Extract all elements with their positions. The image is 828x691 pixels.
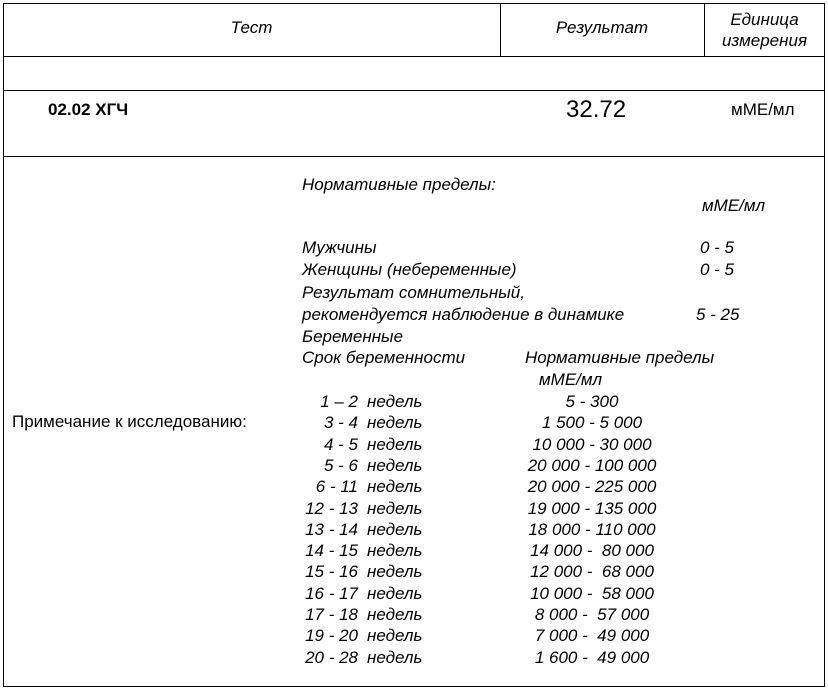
week-term: 12 - 13 [305,498,358,518]
week-value: 5 - 300 [565,392,619,411]
doubtful-value: 5 - 25 [696,305,740,324]
week-word: недель [367,498,423,518]
week-word: недель [367,413,423,433]
week-word: недель [367,605,423,624]
week-term: 3 - 4 [323,413,358,433]
week-term: 5 - 6 [323,455,358,475]
week-term: 15 - 16 [305,562,358,582]
week-value: 1 600 - 49 000 [534,647,650,667]
week-word: недель [367,647,423,667]
week-value: 12 000 - 68 000 [530,562,654,582]
week-word: недель [367,455,423,475]
test-result: 32.72 [566,96,627,123]
week-term: 19 - 20 [305,626,358,646]
col-units-header: мМЕ/мл [539,370,603,389]
week-word: недель [367,541,423,561]
week-value: 19 000 - 135 000 [527,498,657,518]
week-word: недель [367,477,423,497]
week-value: 10 000 - 58 000 [530,583,654,603]
note-units: мМЕ/мл [702,196,766,215]
row-bottom-line [3,156,825,157]
week-word: недель [367,519,423,539]
header-test: Тест [230,18,273,37]
week-value: 18 000 - 110 000 [528,519,656,539]
week-value: 7 000 - 49 000 [534,626,650,646]
male-label: Мужчины [302,238,377,257]
test-code: 02.02 ХГЧ [48,100,129,119]
week-term: 17 - 18 [305,605,358,624]
week-value: 1 500 - 5 000 [541,413,643,433]
header-units-line2: измерения [721,31,808,50]
doubtful-line2: рекомендуется наблюдение в динамике [302,305,625,324]
female-value: 0 - 5 [700,260,735,279]
week-value: 14 000 - 80 000 [530,541,654,561]
note-title: Нормативные пределы: [302,175,496,194]
week-word: недель [367,626,423,646]
week-term: 1 – 2 [320,392,358,411]
header-bottom-line [3,56,825,57]
week-term: 6 - 11 [315,477,358,497]
week-term: 14 - 15 [305,541,358,561]
week-word: недель [367,392,423,411]
week-term: 20 - 28 [305,647,358,667]
header-units [704,9,825,51]
week-value: 10 000 - 30 000 [532,434,652,454]
week-word: недель [367,434,423,454]
week-value: 8 000 - 57 000 [534,605,650,624]
week-term: 4 - 5 [323,434,358,454]
header-units-line1: Единица [730,10,799,29]
doubtful-line1: Результат сомнительный, [302,283,525,302]
row-top-line [3,90,825,91]
week-term: 13 - 14 [305,519,358,539]
week-word: недель [367,583,423,603]
note-label: Примечание к исследованию: [12,412,247,431]
female-label: Женщины (небеременные) [302,260,517,279]
pregnant-label: Беременные [302,327,404,346]
week-value: 20 000 - 100 000 [527,455,657,475]
col-norm-header: Нормативные пределы [525,348,715,367]
week-word: недель [367,562,423,582]
test-units: мМЕ/мл [731,100,795,119]
col-term-header: Срок беременности [302,348,466,367]
header-result: Результат [555,18,649,37]
male-value: 0 - 5 [700,238,735,257]
week-term: 16 - 17 [305,583,358,603]
week-value: 20 000 - 225 000 [527,477,657,497]
